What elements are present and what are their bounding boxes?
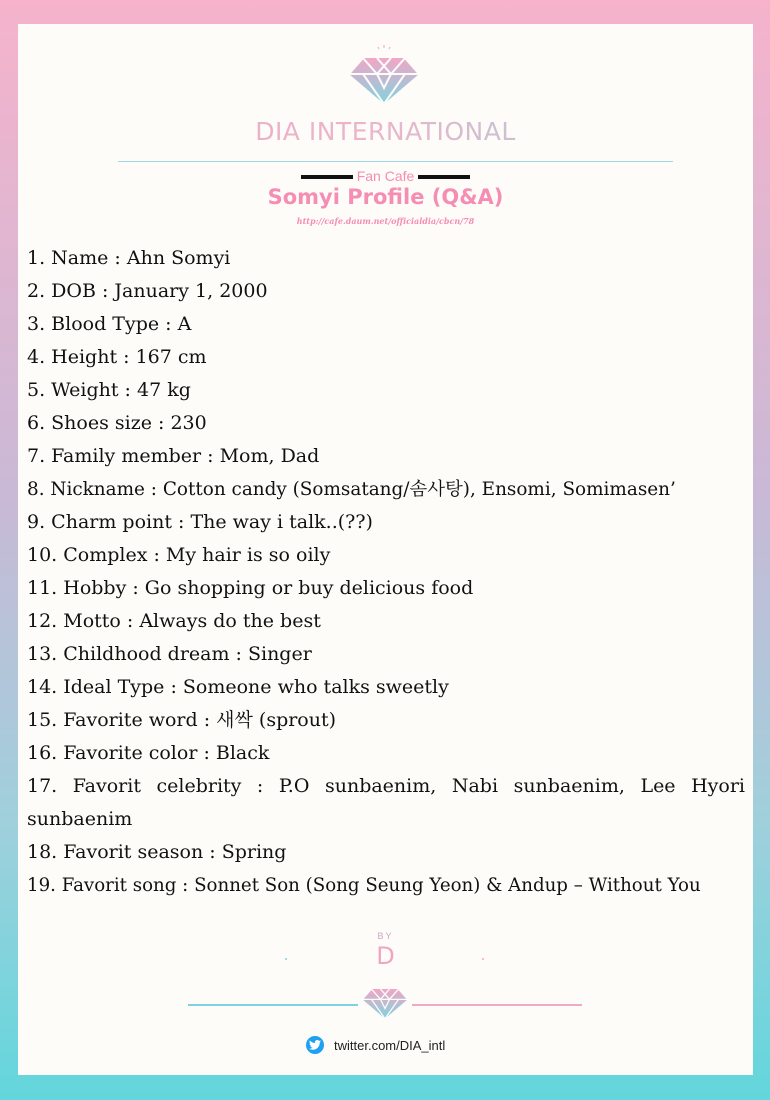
footer-line-left [188, 1004, 358, 1006]
list-item: 1. Name : Ahn Somyi [27, 247, 231, 269]
footer-line-right [412, 1004, 582, 1006]
list-item: 8. Nickname : Cotton candy (Somsatang/솜사탕), Ensomi, Somimasen’ [27, 479, 676, 500]
source-url: http://cafe.daum.net/officialdia/cbcn/78 [296, 216, 475, 226]
list-item: 12. Motto : Always do the best [27, 610, 321, 632]
profile-list [27, 242, 745, 902]
right-bar [418, 175, 470, 179]
twitter-bird-icon [306, 1036, 324, 1054]
twitter-link[interactable] [306, 1035, 445, 1055]
page-title: Somyi Profile (Q&A) [267, 185, 504, 209]
list-item: 9. Charm point : The way i talk..(??) [27, 511, 373, 533]
fan-cafe-label: Fan Cafe [356, 168, 415, 184]
list-item: 2. DOB : January 1, 2000 [27, 280, 268, 302]
list-item: 15. Favorite word : 새싹 (sprout) [27, 709, 337, 731]
by-label: BY [377, 931, 394, 941]
profile-card [18, 24, 753, 1075]
dot-left [285, 958, 287, 960]
list-item: 14. Ideal Type : Someone who talks sweetly [27, 676, 449, 698]
list-item: 3. Blood Type : A [27, 313, 192, 335]
list-item: 11. Hobby : Go shopping or buy delicious food [27, 577, 474, 599]
list-item: 6. Shoes size : 230 [27, 412, 207, 434]
header-divider [118, 161, 673, 162]
brand-name: DIA INTERNATIONAL [18, 117, 753, 146]
list-item: 17. Favorit celebrity : P.O sunbaenim, Nabi sunbaenim, Lee Hyori sunbaenim [27, 775, 745, 830]
twitter-handle[interactable]: twitter.com/DIA_intl [334, 1037, 446, 1053]
author-initial: D [376, 942, 395, 970]
list-item: 19. Favorit song : Sonnet Son (Song Seung Yeon) & Andup – Without You [27, 875, 701, 896]
diamond-logo-icon [359, 980, 411, 1020]
list-item: 4. Height : 167 cm [27, 346, 207, 368]
list-item: 5. Weight : 47 kg [27, 379, 191, 401]
list-item: 10. Complex : My hair is so oily [27, 544, 331, 566]
list-item: 18. Favorit season : Spring [27, 841, 287, 863]
left-bar [301, 175, 353, 179]
fan-cafe-row [18, 166, 753, 186]
dot-right [482, 958, 484, 960]
diamond-logo-icon [347, 44, 421, 106]
list-item: 13. Childhood dream : Singer [27, 643, 312, 665]
list-item: 16. Favorite color : Black [27, 742, 270, 764]
list-item: 7. Family member : Mom, Dad [27, 445, 320, 467]
